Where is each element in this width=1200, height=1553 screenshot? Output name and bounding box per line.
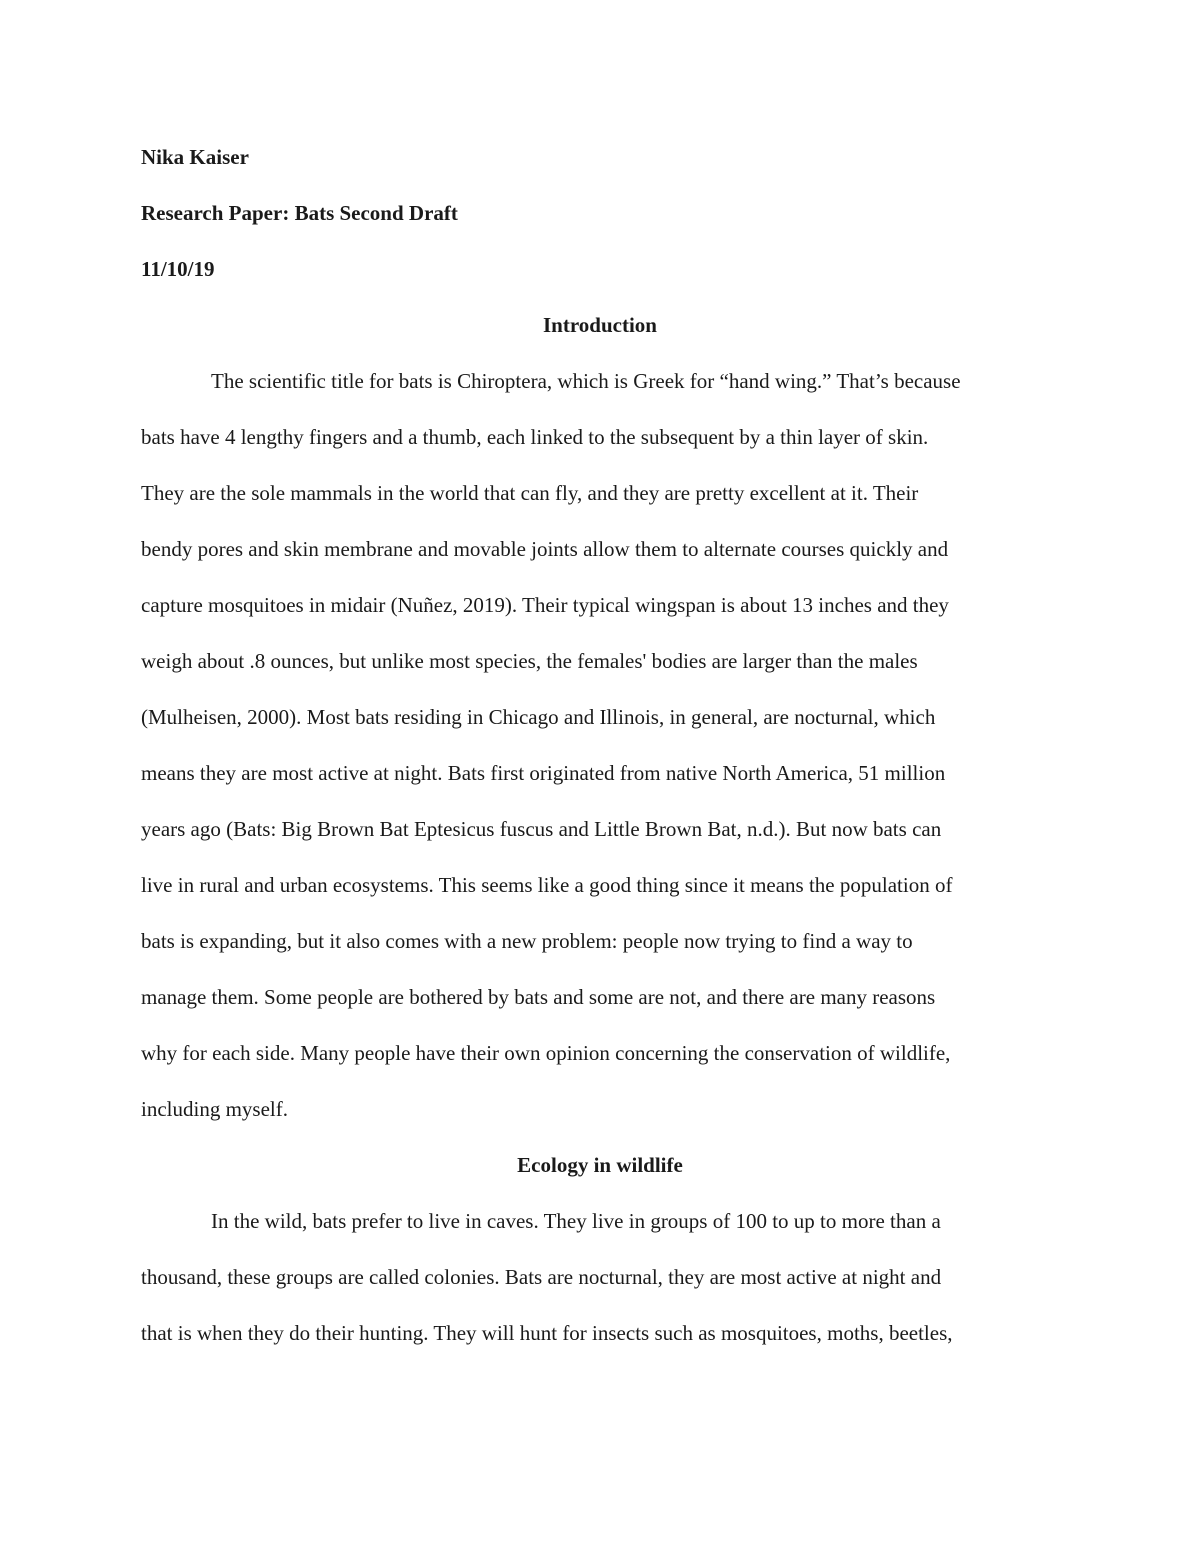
section-heading-introduction: Introduction <box>543 313 657 337</box>
paragraph-line: The scientific title for bats is Chiroptera, which is Greek for “hand wing.” That’s because <box>211 369 961 393</box>
paragraph-line: that is when they do their hunting. They will hunt for insects such as mosquitoes, moths, beetles, <box>141 1321 953 1345</box>
ecology-paragraph <box>141 1193 1059 1361</box>
document-body <box>141 129 1059 1361</box>
paragraph-line: live in rural and urban ecosystems. This seems like a good thing since it means the population of <box>141 873 953 897</box>
paragraph-line: bats have 4 lengthy fingers and a thumb, each linked to the subsequent by a thin layer of skin. <box>141 425 929 449</box>
paragraph-line: bats is expanding, but it also comes with a new problem: people now trying to find a way to <box>141 929 913 953</box>
author-name: Nika Kaiser <box>141 145 249 169</box>
paragraph-line: They are the sole mammals in the world that can fly, and they are pretty excellent at it. Their <box>141 481 919 505</box>
paragraph-line: In the wild, bats prefer to live in caves. They live in groups of 100 to up to more than a <box>211 1209 941 1233</box>
paragraph-line: why for each side. Many people have their own opinion concerning the conservation of wildlife, <box>141 1041 951 1065</box>
paragraph-line: (Mulheisen, 2000). Most bats residing in Chicago and Illinois, in general, are nocturnal, which <box>141 705 936 729</box>
paragraph-line: years ago (Bats: Big Brown Bat Eptesicus fuscus and Little Brown Bat, n.d.). But now bats can <box>141 817 942 841</box>
paper-title: Research Paper: Bats Second Draft <box>141 201 458 225</box>
paragraph-line: capture mosquitoes in midair (Nuñez, 2019). Their typical wingspan is about 13 inches and they <box>141 593 949 617</box>
paper-date: 11/10/19 <box>141 257 215 281</box>
introduction-paragraph <box>141 353 1059 1137</box>
paragraph-line: weigh about .8 ounces, but unlike most species, the females' bodies are larger than the males <box>141 649 918 673</box>
paragraph-line: including myself. <box>141 1097 288 1121</box>
paragraph-line: thousand, these groups are called colonies. Bats are nocturnal, they are most active at night and <box>141 1265 942 1289</box>
paragraph-line: manage them. Some people are bothered by bats and some are not, and there are many reasons <box>141 985 936 1009</box>
section-heading-ecology: Ecology in wildlife <box>517 1153 683 1177</box>
paragraph-line: means they are most active at night. Bats first originated from native North America, 51 million <box>141 761 946 785</box>
paragraph-line: bendy pores and skin membrane and movable joints allow them to alternate courses quickly and <box>141 537 949 561</box>
